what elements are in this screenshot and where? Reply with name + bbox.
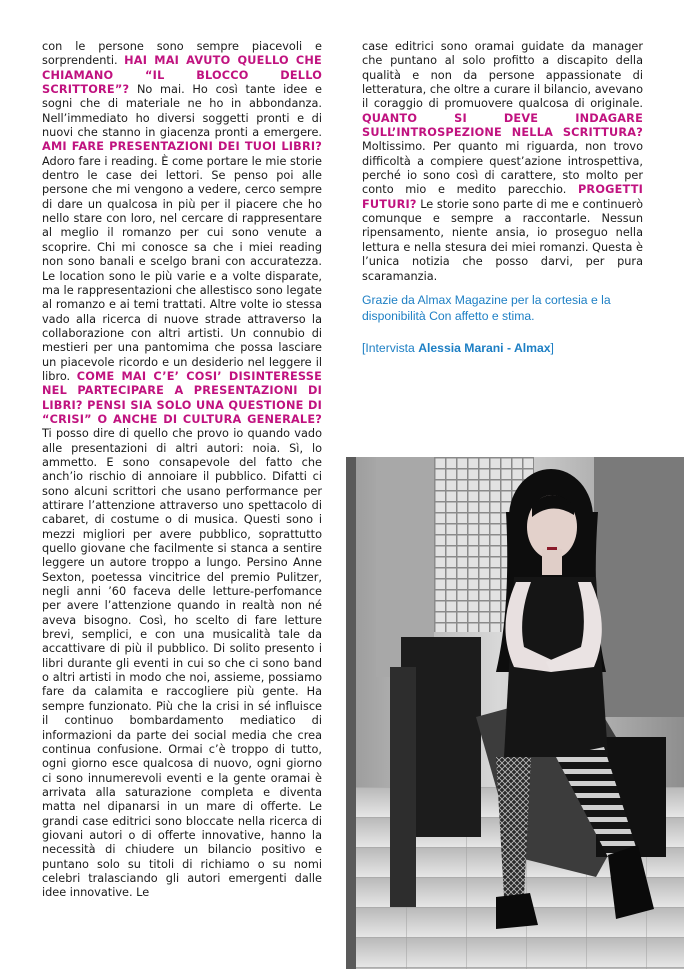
- author-photo: [346, 457, 684, 969]
- interview-answer: No mai. Ho così tante idee e sogni che di materiale ne ho in abbondanza. Nell’immediato ho diversi soggetti pronti e di nuovi che stanno in giacenza pronti a emergere.: [42, 83, 322, 140]
- interview-answer: Moltissimo. Per quanto mi riguarda, non trovo difficoltà a compiere quest’azione introspettiva, perché io sono così di carattere, sto molto per conto mio e medito parecchio.: [362, 140, 643, 197]
- interview-answer: Adoro fare i reading. È come portare le mie storie dentro le case dei lettori. Se penso poi alle persone che mi vengono a vedere, cerco sempre di dare un qualcosa in più per il piacere che ho nello stare con loro, nel cercare di rappresentare al meglio il romanzo per cui sono venute a scoprire. Chi mi conosce sa che i miei reading non sono banali e scelgo brani con accuratezza. Le location sono le più varie e a volte disparate, ma le rappresentazioni che allestisco sono legate al romanzo e ai temi trattati. Altre volte io stessa vado alla ricerca di nuove strade attraverso la collaborazione con altri artisti. Un connubio di mestieri per una pantomima che possa lasciare un piacevole ricordo e un desiderio nel leggere il libro.: [42, 154, 322, 383]
- author-photo-illustration: [346, 457, 684, 969]
- interview-answer: Ti posso dire di quello che provo io quando vado alle presentazioni di altri autori: noia. Sì, lo ammetto. E sono consapevole del fatto che anch’io rischio di annoiare il pubblico. Difatti ci sono alcuni scrittori che usano performance per attirare l’attenzione attraverso uno spettacolo di cabaret, di costume o di musica. Questi sono i mezzi migliori per avere pubblico, soprattutto quello giovane che facilmente si stanca a sentire leggere un autore troppo a lungo. Persino Anne Sexton, poetessa vincitrice del premio Pulitzer, negli anni ’60 faceva delle letture-perfomance per avere l’attenzione quando in realtà non né aveva bisogno. Così, ho scelto di fare letture brevi, semplici, e con una musicalità tale da accattivare di più il pubblico. Di solito presento i libri durante gli eventi in cui so che ci sono band o altri artisti in modo che noi, assieme, possiamo fare da calamita e raccogliere più gente. Ha sempre funzionato. Più che la crisi in sé influisce il continuo bombardamento mediatico di informazioni da parte dei social media che crea continua confusione. Ormai c’è troppo di tutto, ogni giorno esce qualcosa di nuovo, ogni giorno ci sono innumerevoli eventi e la gente oramai è arrivata alla saturazione completa e diventa matta nel dipanarsi in un mare di offerte. Le grandi case editrici sono bloccate nella ricerca di giovani autori o di offerte innovative, hanno la necessità di chiudere un bilancio positivo e puntano solo su titoli di richiamo o su nomi celebri tralasciando gli autori emergenti dalle idee innovative. Le: [42, 427, 322, 900]
- credit-suffix: ]: [550, 341, 554, 355]
- credit-author: Alessia Marani - Almax: [418, 341, 551, 355]
- interview-credit: [362, 340, 652, 356]
- interview-question: QUANTO SI DEVE INDAGARE SULL’INTROSPEZIONE NELLA SCRITTURA?: [362, 111, 643, 140]
- interview-question: COME MAI C’E’ COSI’ DISINTERESSE NEL PARTECIPARE A PRESENTAZIONI DI LIBRI? PENSI SIA SOLO UNA QUESTIONE DI “CRISI” O ANCHE DI CULTURA GENERALE?: [42, 369, 322, 426]
- thanks-note: Grazie da Almax Magazine per la cortesia e la disponibilità Con affetto e stima.: [362, 293, 611, 323]
- interview-answer: case editrici sono oramai guidate da manager che puntano al solo profitto a discapito della qualità e non da persone appassionate di letteratura, che oltre a curare il bilancio, avevano il coraggio di promuovere qualcosa di originale.: [362, 40, 643, 111]
- interview-question: PROGETTI FUTURI?: [362, 183, 643, 211]
- interview-answer: con le persone sono sempre piacevoli e sorprendenti.: [42, 40, 322, 68]
- article-column-right: [362, 40, 643, 284]
- interview-answer: Le storie sono parte di me e continuerò comunque e sempre a raccontarle. Nessun ripensamento, niente ansia, io proseguo nella lettura e nella stesura dei miei romanzi. Questa è l’unica notizia che posso darvi, per pura scaramanzia.: [362, 197, 643, 283]
- interview-question: AMI FARE PRESENTAZIONI DEI TUOI LIBRI?: [42, 140, 322, 154]
- credit-prefix: [Intervista: [362, 341, 419, 355]
- article-column-left: [42, 40, 322, 901]
- interview-question: HAI MAI AVUTO QUELLO CHE CHIAMANO “IL BLOCCO DELLO SCRITTORE”?: [42, 54, 322, 97]
